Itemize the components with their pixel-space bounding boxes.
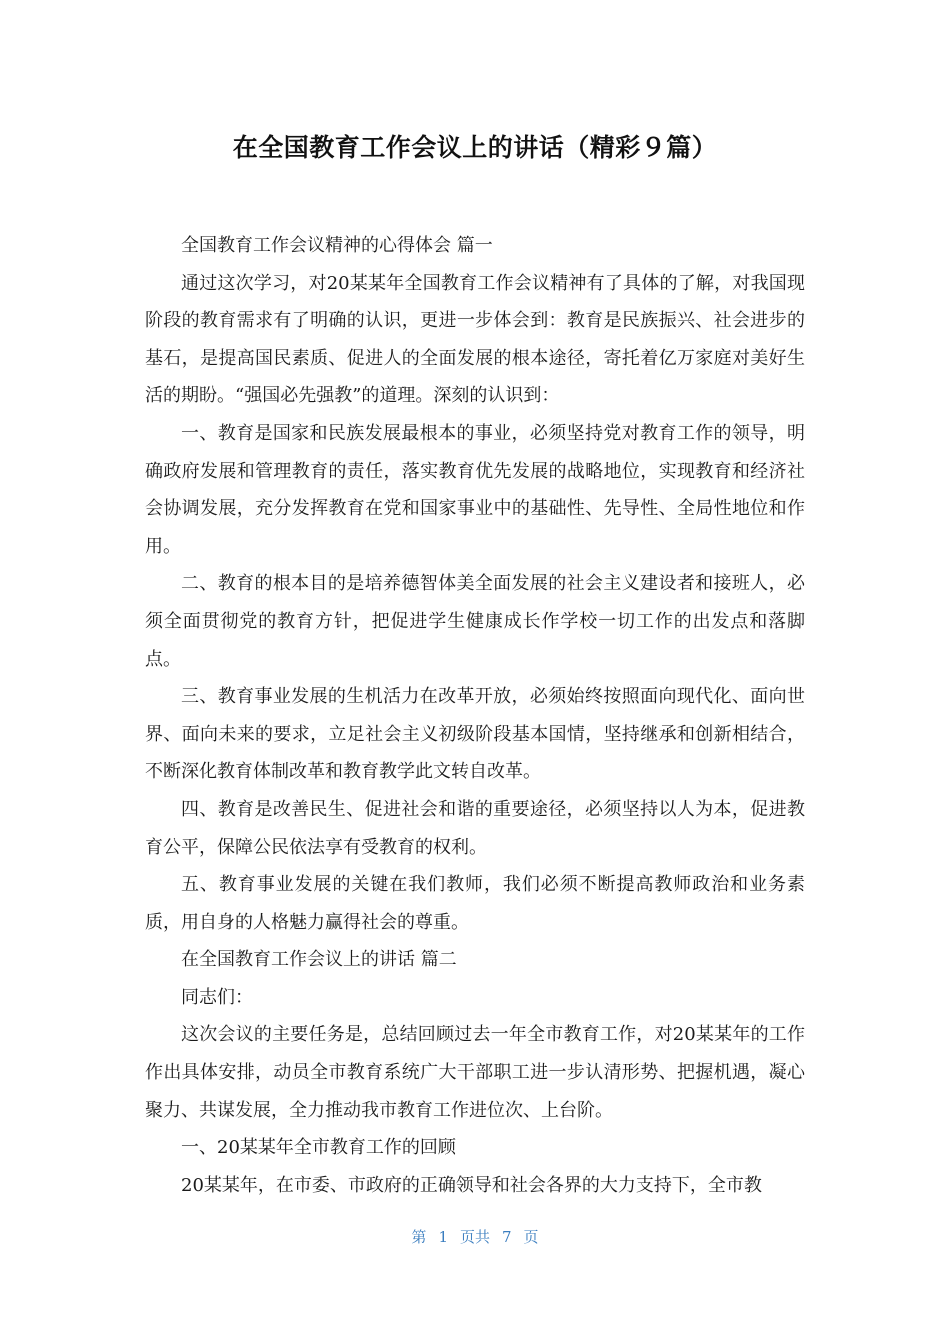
paragraph: 四、教育是改善民生、促进社会和谐的重要途径，必须坚持以人为本，促进教育公平，保障公民依法享有受教育的权利。 — [145, 798, 805, 858]
footer-di: 第 — [411, 1228, 427, 1246]
page-footer — [0, 1226, 950, 1248]
paragraph: 二、教育的根本目的是培养德智体美全面发展的社会主义建设者和接班人，必须全面贯彻党的教育方针，把促进学生健康成长作学校一切工作的出发点和落脚点。 — [145, 573, 805, 670]
document-title: 在全国教育工作会议上的讲话（精彩９篇） — [232, 133, 718, 162]
footer-total-pages: 7 — [502, 1228, 512, 1246]
subsection-heading: 一、20某某年全市教育工作的回顾 — [181, 1137, 456, 1159]
document-body — [145, 227, 805, 1204]
paragraph: 一、教育是国家和民族发展最根本的事业，必须坚持党对教育工作的领导，明确政府发展和管理教育的责任，落实教育优先发展的战略地位，实现教育和经济社会协调发展，充分发挥教育在党和国家事业中的基础性、先导性、全局性地位和作用。 — [145, 422, 805, 557]
footer-ye-gong: 页共 — [459, 1228, 490, 1246]
footer-ye: 页 — [523, 1228, 539, 1246]
section-heading-1: 全国教育工作会议精神的心得体会 篇一 — [181, 235, 493, 256]
salutation: 同志们： — [181, 986, 253, 1008]
paragraph: 20某某年，在市委、市政府的正确领导和社会各界的大力支持下，全市教 — [181, 1174, 762, 1196]
footer-page-number: 1 — [438, 1228, 448, 1246]
paragraph: 这次会议的主要任务是，总结回顾过去一年全市教育工作，对20某某年的工作作出具体安排，动员全市教育系统广大干部职工进一步认清形势、把握机遇，凝心聚力、共谋发展，全力推动我市教育工作进位次、上台阶。 — [145, 1024, 805, 1121]
paragraph: 三、教育事业发展的生机活力在改革开放，必须始终按照面向现代化、面向世界、面向未来的要求，立足社会主义初级阶段基本国情，坚持继承和创新相结合，不断深化教育体制改革和教育教学此文转自改革。 — [145, 686, 805, 783]
paragraph: 五、教育事业发展的关键在我们教师，我们必须不断提高教师政治和业务素质，用自身的人格魅力赢得社会的尊重。 — [145, 874, 805, 933]
paragraph: 通过这次学习，对20某某年全国教育工作会议精神有了具体的了解，对我国现阶段的教育需求有了明确的认识，更进一步体会到：教育是民族振兴、社会进步的基石，是提高国民素质、促进人的全面发展的根本途径，寄托着亿万家庭对美好生活的期盼。“强国必先强教”的道理。深刻的认识到： — [145, 272, 805, 407]
section-heading-2: 在全国教育工作会议上的讲话 篇二 — [181, 949, 457, 971]
